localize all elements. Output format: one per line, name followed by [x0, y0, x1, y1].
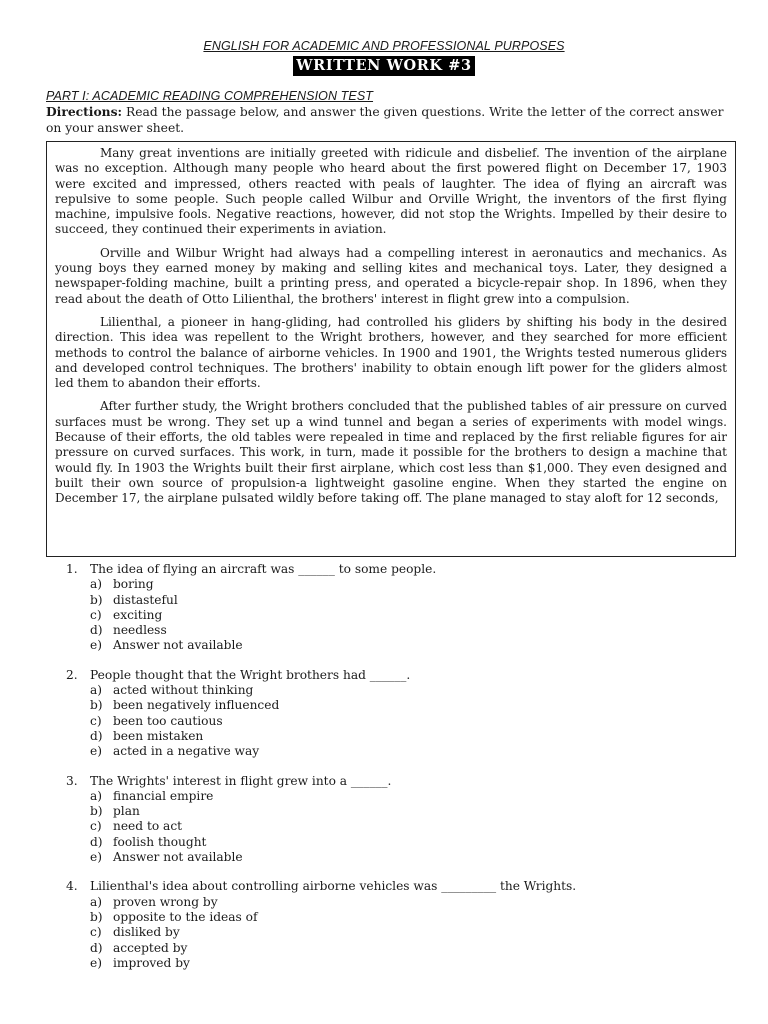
question-text: The Wrights' interest in flight grew into a ______.	[90, 773, 392, 788]
option-text: Answer not available	[113, 638, 243, 653]
option-letter: c)	[90, 713, 102, 728]
course-title: ENGLISH FOR ACADEMIC AND PROFESSIONAL PURPOSES	[203, 39, 565, 53]
title-wrapper	[0, 55, 768, 76]
option-text: been too cautious	[113, 713, 223, 728]
option-letter: b)	[90, 592, 103, 607]
question-stem	[66, 879, 726, 894]
option-text: acted without thinking	[113, 683, 254, 698]
question-stem	[66, 668, 726, 683]
answer-option	[90, 956, 726, 971]
option-text: Answer not available	[113, 850, 243, 865]
option-letter: b)	[90, 909, 103, 924]
answer-options	[66, 789, 726, 865]
option-letter: b)	[90, 804, 103, 819]
option-letter: d)	[90, 728, 103, 743]
answer-option	[90, 804, 726, 819]
question-stem	[66, 774, 726, 789]
option-letter: e)	[90, 850, 102, 865]
answer-option	[90, 683, 726, 698]
answer-option	[90, 729, 726, 744]
option-letter: c)	[90, 925, 102, 940]
answer-option	[90, 910, 726, 925]
option-letter: c)	[90, 819, 102, 834]
option-letter: e)	[90, 638, 102, 653]
question-number: 4.	[66, 879, 78, 894]
option-letter: d)	[90, 834, 103, 849]
option-letter: a)	[90, 683, 103, 698]
directions	[46, 104, 728, 136]
passage-paragraph: Orville and Wilbur Wright had always had a compelling interest in aeronautics and mechanics. As young boys they earned money by making and selling kites and mechanical toys. Later, they designed a newspaper-folding machine, built a printing press, and operated a bicycle-repair shop. In 1896, when they read about the death of Otto Lilienthal, the brothers' interest in flight grew into a compulsion.	[55, 245, 727, 306]
answer-options	[66, 577, 726, 653]
question-number: 1.	[66, 562, 78, 576]
option-text: accepted by	[113, 940, 188, 955]
question-list	[66, 562, 726, 985]
option-text: needless	[113, 623, 167, 638]
question-number: 2.	[66, 667, 78, 682]
option-text: financial empire	[113, 788, 214, 803]
answer-option	[90, 577, 726, 592]
written-work-title: WRITTEN WORK #3	[293, 56, 474, 76]
option-text: boring	[113, 577, 154, 592]
option-text: plan	[113, 804, 140, 819]
option-text: been mistaken	[113, 728, 204, 743]
option-letter: a)	[90, 788, 103, 803]
answer-option	[90, 925, 726, 940]
answer-option	[90, 789, 726, 804]
answer-option	[90, 638, 726, 653]
option-text: improved by	[113, 955, 190, 970]
answer-option	[90, 941, 726, 956]
answer-option	[90, 819, 726, 834]
part-title: PART I: ACADEMIC READING COMPREHENSION TEST	[46, 89, 374, 103]
option-letter: b)	[90, 698, 103, 713]
question-text: Lilienthal's idea about controlling airborne vehicles was _________ the Wrights.	[90, 879, 577, 894]
question	[66, 562, 726, 654]
option-text: acted in a negative way	[113, 744, 260, 759]
question-text: The idea of flying an aircraft was ______ to some people.	[90, 562, 437, 576]
directions-label: Directions:	[46, 104, 123, 119]
option-text: distasteful	[113, 592, 178, 607]
answer-option	[90, 744, 726, 759]
option-letter: d)	[90, 940, 103, 955]
answer-option	[90, 593, 726, 608]
option-letter: c)	[90, 607, 102, 622]
option-letter: d)	[90, 623, 103, 638]
question-text: People thought that the Wright brothers had ______.	[90, 667, 411, 682]
question-number: 3.	[66, 773, 78, 788]
passage-paragraph: Lilienthal, a pioneer in hang-gliding, had controlled his gliders by shifting his body in the desired direction. This idea was repellent to the Wright brothers, however, and they searched for more efficient methods to control the balance of airborne vehicles. In 1900 and 1901, the Wrights tested numerous gliders and developed control techniques. The brothers' inability to obtain enough lift power for the gliders almost led them to abandon their efforts.	[55, 314, 727, 391]
option-letter: e)	[90, 955, 102, 970]
option-text: proven wrong by	[113, 894, 218, 909]
passage-paragraph: Many great inventions are initially greeted with ridicule and disbelief. The invention of the airplane was no exception. Although many people who heard about the first powered flight on December 17, 1903 were excited and impressed, others reacted with peals of laughter. The idea of flying an aircraft was repulsive to some people. Such people called Wilbur and Orville Wright, the inventors of the first flying machine, impulsive fools. Negative reactions, however, did not stop the Wrights. Impelled by their desire to succeed, they continued their experiments in aviation.	[55, 146, 727, 237]
answer-option	[90, 714, 726, 729]
reading-passage	[46, 141, 736, 557]
option-letter: a)	[90, 894, 103, 909]
answer-options	[66, 895, 726, 971]
question	[66, 774, 726, 866]
answer-option	[90, 835, 726, 850]
option-text: exciting	[113, 607, 163, 622]
answer-option	[90, 608, 726, 623]
option-text: foolish thought	[113, 834, 207, 849]
answer-option	[90, 698, 726, 713]
question	[66, 879, 726, 971]
option-letter: a)	[90, 577, 103, 592]
answer-option	[90, 895, 726, 910]
answer-options	[66, 683, 726, 759]
option-text: opposite to the ideas of	[113, 909, 258, 924]
option-text: been negatively influenced	[113, 698, 280, 713]
passage-paragraph: After further study, the Wright brothers concluded that the published tables of air pressure on curved surfaces must be wrong. They set up a wind tunnel and began a series of experiments with model wings. Because of their efforts, the old tables were repealed in time and replaced by the first reliable figures for air pressure on curved surfaces. This work, in turn, made it possible for the brothers to design a machine that would fly. In 1903 the Wrights built their first airplane, which cost less than $1,000. They even designed and built their own source of propulsion-a lightweight gasoline engine. When they started the engine on December 17, the airplane pulsated wildly before taking off. The plane managed to stay aloft for 12 seconds,	[55, 399, 727, 506]
directions-text: Read the passage below, and answer the given questions. Write the letter of the correct answer on your answer sheet.	[46, 105, 724, 135]
answer-option	[90, 850, 726, 865]
question-stem	[66, 562, 726, 577]
option-text: need to act	[113, 819, 183, 834]
question	[66, 668, 726, 760]
option-text: disliked by	[113, 925, 180, 940]
answer-option	[90, 623, 726, 638]
option-letter: e)	[90, 744, 102, 759]
